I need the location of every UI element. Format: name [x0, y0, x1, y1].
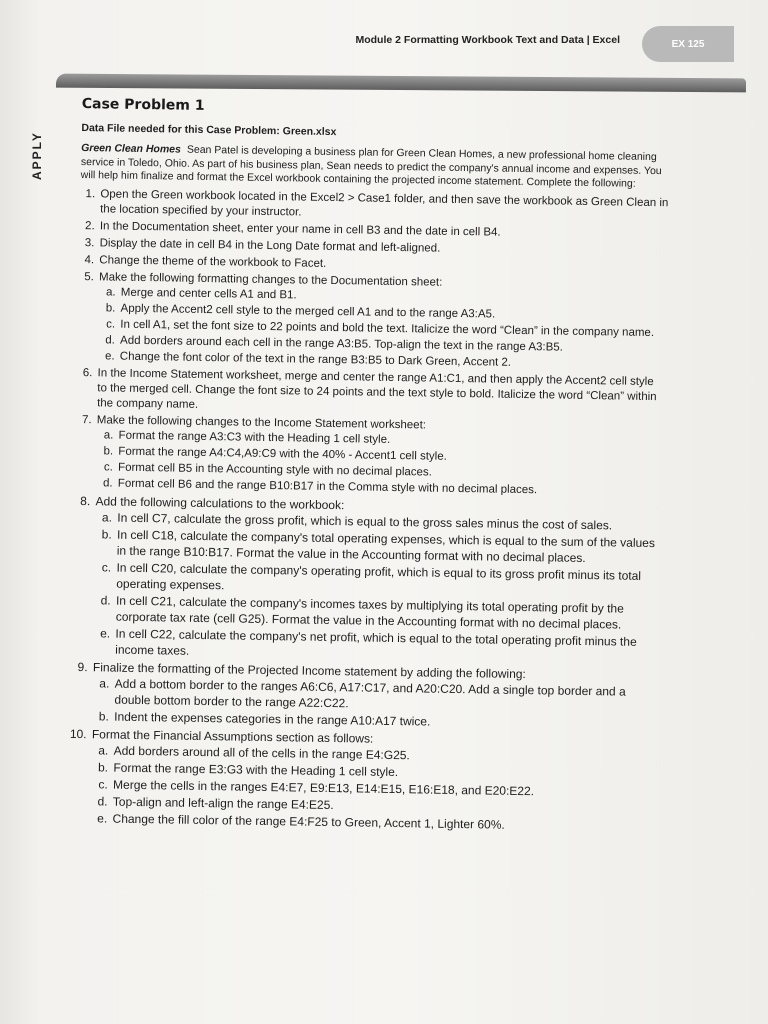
substep-item: a. Format the range A3:C3 with the Heading 1 cell style.: [116, 428, 664, 452]
substep-item: d. Format cell B6 and the range B10:B17 in the Comma style with no decimal places.: [116, 476, 664, 500]
case-problem-content: [68, 92, 669, 837]
substep-item: a. Merge and center cells A1 and B1.: [119, 285, 667, 309]
substeps-list: [90, 742, 659, 835]
substep-item: c. In cell C20, calculate the company's operating profit, which is equal to its gross profit minus its total operating expenses.: [114, 559, 662, 600]
page-number-tab: EX 125: [642, 26, 734, 62]
step-item: [91, 493, 664, 666]
step-item: [88, 726, 660, 835]
step-text: Open the Green workbook located in the Excel2 > Case1 folder, and then save the workbook as Green Clean in the location specified by your instructor.: [100, 187, 669, 218]
step-text: In the Income Statement worksheet, merge and center the range A1:C1, and then apply the Accent2 cell style to the merged cell. Change the font size to 24 points and the text style to bold. Italicize the word “Clean” within the company name.: [97, 366, 657, 411]
steps-list-continued: [68, 492, 663, 834]
step-text: Make the following changes to the Income Statement worksheet:: [96, 413, 427, 431]
step-text: Make the following formatting changes to the Documentation sheet:: [99, 270, 443, 289]
side-label-apply: APPLY: [30, 131, 44, 180]
substeps-list: [92, 675, 661, 733]
substep-item: b. Indent the expenses categories in the range A10:A17 twice.: [112, 708, 660, 733]
substep-item: a. Add a bottom border to the ranges A6:C6, A17:C17, and A20:C20. Add a single top border and a double bottom border to the range A22:C22.: [112, 675, 660, 716]
substep-item: e. Change the font color of the text in the range B3:B5 to Dark Green, Accent 2.: [118, 349, 666, 373]
substep-item: d. Top-align and left-align the range E4:E25.: [111, 793, 659, 818]
data-file-line: Data File needed for this Case Problem: Green.xlsx: [81, 122, 337, 139]
step-text: Finalize the formatting of the Projected Income statement by adding the following:: [92, 659, 526, 681]
steps-list: [74, 186, 669, 499]
case-title: Case Problem 1: [81, 96, 205, 114]
substep-item: b. Apply the Accent2 cell style to the merged cell A1 and to the range A3:A5.: [118, 301, 666, 325]
company-name: Green Clean Homes: [81, 142, 181, 156]
substep-item: c. Format cell B5 in the Accounting style with no decimal places.: [116, 460, 664, 484]
substep-item: e. Change the fill color of the range E4:F25 to Green, Accent 1, Lighter 60%.: [110, 810, 658, 835]
step-item: [95, 366, 666, 420]
substep-item: d. Add borders around each cell in the range A3:B5. Top-align the text in the range A3:B5.: [118, 333, 666, 357]
substep-item: b. Format the range E3:G3 with the Heading 1 cell style.: [111, 759, 659, 784]
substep-item: a. Add borders around all of the cells in the range E4:G25.: [112, 742, 660, 767]
case-intro: [81, 142, 670, 192]
step-text: Change the theme of the workbook to Facet.: [99, 253, 327, 270]
running-header: Module 2 Formatting Workbook Text and Data | Excel: [355, 34, 620, 46]
substep-item: c. In cell A1, set the font size to 22 points and bold the text. Italicize the word “Clean” in the company name.: [118, 317, 666, 341]
step-item: [90, 659, 661, 733]
substep-item: e. In cell C22, calculate the company's net profit, which is equal to the total operating profit minus the income taxes.: [113, 625, 661, 666]
substeps-list: [93, 509, 663, 666]
step-text: Add the following calculations to the workbook:: [95, 493, 345, 512]
intro-text: Sean Patel is developing a business plan for Green Clean Homes, a new professional home cleaning service in Toledo, Ohio. As part of his business plan, Sean needs to predict the company's annual income and expenses. You will help him finalize and format the Excel workbook containing the projected income statement. Complete the following:: [80, 143, 662, 190]
step-text: In the Documentation sheet, enter your name in cell B3 and the date in cell B4.: [99, 219, 501, 239]
substep-item: d. In cell C21, calculate the company's incomes taxes by multiplying its total operating profit by the corporate tax rate (cell G25). Format the value in the Accounting format with no decimal places.: [114, 592, 662, 633]
step-item: [96, 270, 667, 373]
substep-item: b. In cell C18, calculate the company's total operating expenses, which is equal to the sum of the values in the range B10:B17. Format the value in the Accounting format with no decimal places.: [115, 526, 663, 567]
substeps-list: [98, 285, 667, 373]
substep-item: c. Merge the cells in the ranges E4:E7, E9:E13, E14:E15, E16:E18, and E20:E22.: [111, 776, 659, 801]
substeps-list: [96, 428, 665, 500]
step-item: [94, 413, 665, 500]
substep-item: a. In cell C7, calculate the gross profit, which is equal to the gross sales minus the cost of sales.: [115, 509, 663, 534]
step-text: Display the date in cell B4 in the Long Date format and left-aligned.: [99, 236, 441, 255]
step-text: Format the Financial Assumptions section as follows:: [91, 726, 374, 746]
substep-item: b. Format the range A4:C4,A9:C9 with the 40% - Accent1 cell style.: [116, 444, 664, 468]
